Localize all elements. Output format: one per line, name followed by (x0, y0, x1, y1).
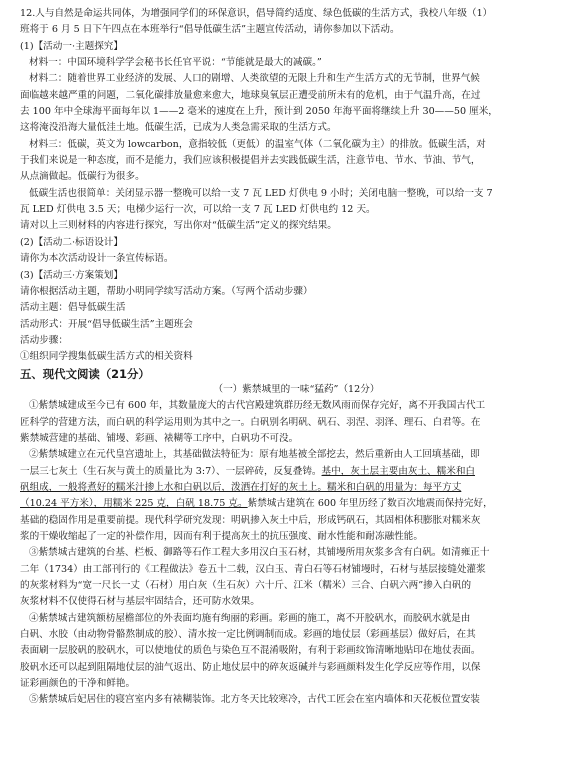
paragraph-line: 匠科学的营建方法，而白矾的科学运用则为其中之一。白矾别名明矾、矾石、羽涅、羽泽、理石、白君等。在 (20, 416, 481, 428)
question-intro-line-2: 班将于 6 月 5 日下午四点在本班举行“倡导低碳生活”主题宣传活动，请你参加以下活动。 (20, 24, 400, 36)
section-5-heading: 五、现代文阅读（21分） (20, 366, 150, 381)
material-3-line-3: 从点滴做起。低碳行为很多。 (20, 171, 145, 183)
paragraph-line (20, 464, 573, 480)
material-3-line-2: 于我们来说是一种态度，而不是能力，我们应该积极提倡并去实践低碳生活，注意节电、节水、节油、节气， (20, 155, 481, 167)
paragraph-line (20, 496, 573, 512)
material-3-line-1: 材料三：低碳，英文为 lowcarbon，意指较低（更低）的温室气体（二氧化碳为主）的排放。低碳生活，对 (29, 138, 486, 150)
task-3: 请你根据活动主题，帮助小明同学续写活动方案。（写两个活动步骤） (20, 285, 313, 297)
passage-paragraph-4 (20, 611, 573, 693)
material-4-line-1: 低碳生活也很简单：关闭显示器一整晚可以给一支 7 瓦 LED 灯供电 9 小时；关闭电脑一整晚，可以给一支 7 (29, 187, 493, 199)
paragraph-line: 表面刷一层胶矾的胶矾水，可以使地仗的质色与染色互不混淆吸附，有利于彩画纹饰清晰地贴印在地仗表面。 (20, 645, 481, 657)
passage-paragraph-2 (20, 447, 573, 545)
underlined-segment: （10.24 平方米），用糯米 225 克，白矾 18.75 克。 (20, 498, 248, 510)
passage-paragraph-1 (20, 398, 573, 447)
paragraph-line: 二年（1734）由工部刊行的《工程做法》卷五十二载，汉白玉、青白石等石材铺墁时，石材与基层接缝处灌浆 (20, 563, 486, 575)
passage-paragraph-3 (20, 545, 573, 610)
material-2-line-4: 这将淹没沿海大量低洼土地。低碳生活，已成为人类急需采取的生活方式。 (20, 122, 337, 134)
paragraph-line: 的灰浆材料为“宽一尺长一丈（石材）用白灰（生石灰）六十斤、江米（糯米）三合、白矾六两”掺入白矾的 (20, 580, 472, 592)
paragraph-line: 证彩画颜色的干净和鲜艳。 (20, 678, 136, 690)
task-2: 请你为本次活动设计一条宣传标语。 (20, 253, 174, 265)
paragraph-line: 灰浆材料不仅使得石材与基层牢固结合，还可防水效果。 (20, 596, 260, 608)
material-2-line-1: 材料二：随着世界工业经济的发展、人口的剧增、人类欲望的无限上升和生产生活方式的无节制，世界气候 (29, 73, 480, 85)
material-4-line-2: 瓦 LED 灯供电 3.5 天；电梯少运行一次，可以给一支 7 瓦 LED 灯供电约 12 天。 (20, 204, 376, 216)
passage-paragraph-5 (20, 692, 573, 708)
question-intro-line-1: 12.人与自然是命运共同体，为增强同学们的环保意识，倡导简约适度、绿色低碳的生活方式，我校八年级（1） (20, 8, 493, 19)
underlined-segment: 基中，灰土层主要由灰土、糯米和白 (321, 465, 476, 477)
activity-1-heading: (1)【活动一·主题探究】 (20, 40, 123, 52)
paragraph-line: 胶矾水还可以起到阻隔地仗层的油气返出、防止地仗层中的碎灰返碱并与彩画颜料发生化学反应等作用，以保 (20, 661, 481, 673)
activity-3-heading: (3)【活动三·方案策划】 (20, 269, 123, 281)
material-2-line-3: 去 100 年中全球海平面每年以 1——2 毫米的速度在上升，预计到 2050 年海平面将继续上升 30——50 厘米， (20, 106, 498, 118)
plan-steps-label: 活动步骤： (20, 334, 68, 346)
question-12 (20, 6, 573, 366)
paragraph-line: ④紫禁城古建筑额枋屋檐部位的外表面均施有绚丽的彩画。彩画的施工，离不开胶矾水，而胶矾水就是由 (29, 612, 471, 624)
passage-title: （一）紫禁城里的一味“猛药”（12分） (213, 383, 380, 395)
paragraph-line: ③紫禁城古建筑的台基、栏板、御路等石作工程大多用汉白玉石材，其铺墁所用灰浆多含有白矾。如清雍正十 (29, 547, 490, 559)
paragraph-line: ①紫禁城建成至今已有 600 年，其数量庞大的古代宫殿建筑群历经无数风雨而保存完好，离不开我国古代工 (29, 400, 486, 412)
task-1: 请对以上三则材料的内容进行探究，写出你对“低碳生活”定义的探究结果。 (20, 220, 337, 232)
text-segment: 一层三七灰土（生石灰与黄土的质量比为 3:7）、一层碎砖，反复叠铸。 (20, 465, 322, 477)
text-segment: 紫禁城古建筑在 600 年里历经了数百次地震而保持完好， (247, 498, 493, 510)
paragraph-line: 白矾、水胶（由动物骨骼熬制成的胶）、清水按一定比例调制而成。彩画的地仗层（彩画基层）做好后，在其 (20, 629, 476, 641)
paragraph-line: ⑤紫禁城后妃居住的寝宫室内多有裱糊装饰。北方冬天比较寒冷，古代工匠会在室内墙体和天花板位置安装 (29, 694, 480, 706)
plan-step-1: ①组织同学搜集低碳生活方式的相关资料 (20, 351, 193, 363)
paragraph-line: 基础的稳固作用是重要前提。现代科学研究发现：明矾掺入灰土中后，形成钙矾石，其固相体积膨胀对糯米灰 (20, 514, 481, 526)
material-1: 材料一：中国环境科学学会秘书长任官平说：“节能就是最大的减碳。” (29, 57, 322, 69)
material-2-line-2: 面临越来越严重的问题，二氧化碳排放量愈来愈大，地球臭氧层正遭受前所未有的危机，由于气温升高，在过 (20, 89, 481, 101)
paragraph-line: 浆的干燥收缩起了一定的补偿作用，因而有利于提高灰土的抗压强度、耐水性能和耐冻融性能。 (20, 531, 423, 542)
plan-form: 活动形式：开展“倡导低碳生活”主题班会 (20, 318, 193, 330)
paragraph-line: 紫禁城营建的基础、铺墁、彩画、裱糊等工序中，白矾功不可没。 (20, 432, 299, 444)
paragraph-line: ②紫禁城建立在元代皇宫遗址上，其基础做法特征为：原有地基被全部挖去，然后重新由人工回填基础，即 (29, 449, 480, 461)
plan-theme: 活动主题：倡导低碳生活 (20, 302, 126, 314)
activity-2-heading: (2)【活动二·标语设计】 (20, 236, 123, 248)
underlined-line: 矾组成，一般将煮好的糯米汁掺上水和白矾以后，泼洒在打好的灰土上。糯米和白矾的用量为：每平方丈 (20, 481, 462, 493)
